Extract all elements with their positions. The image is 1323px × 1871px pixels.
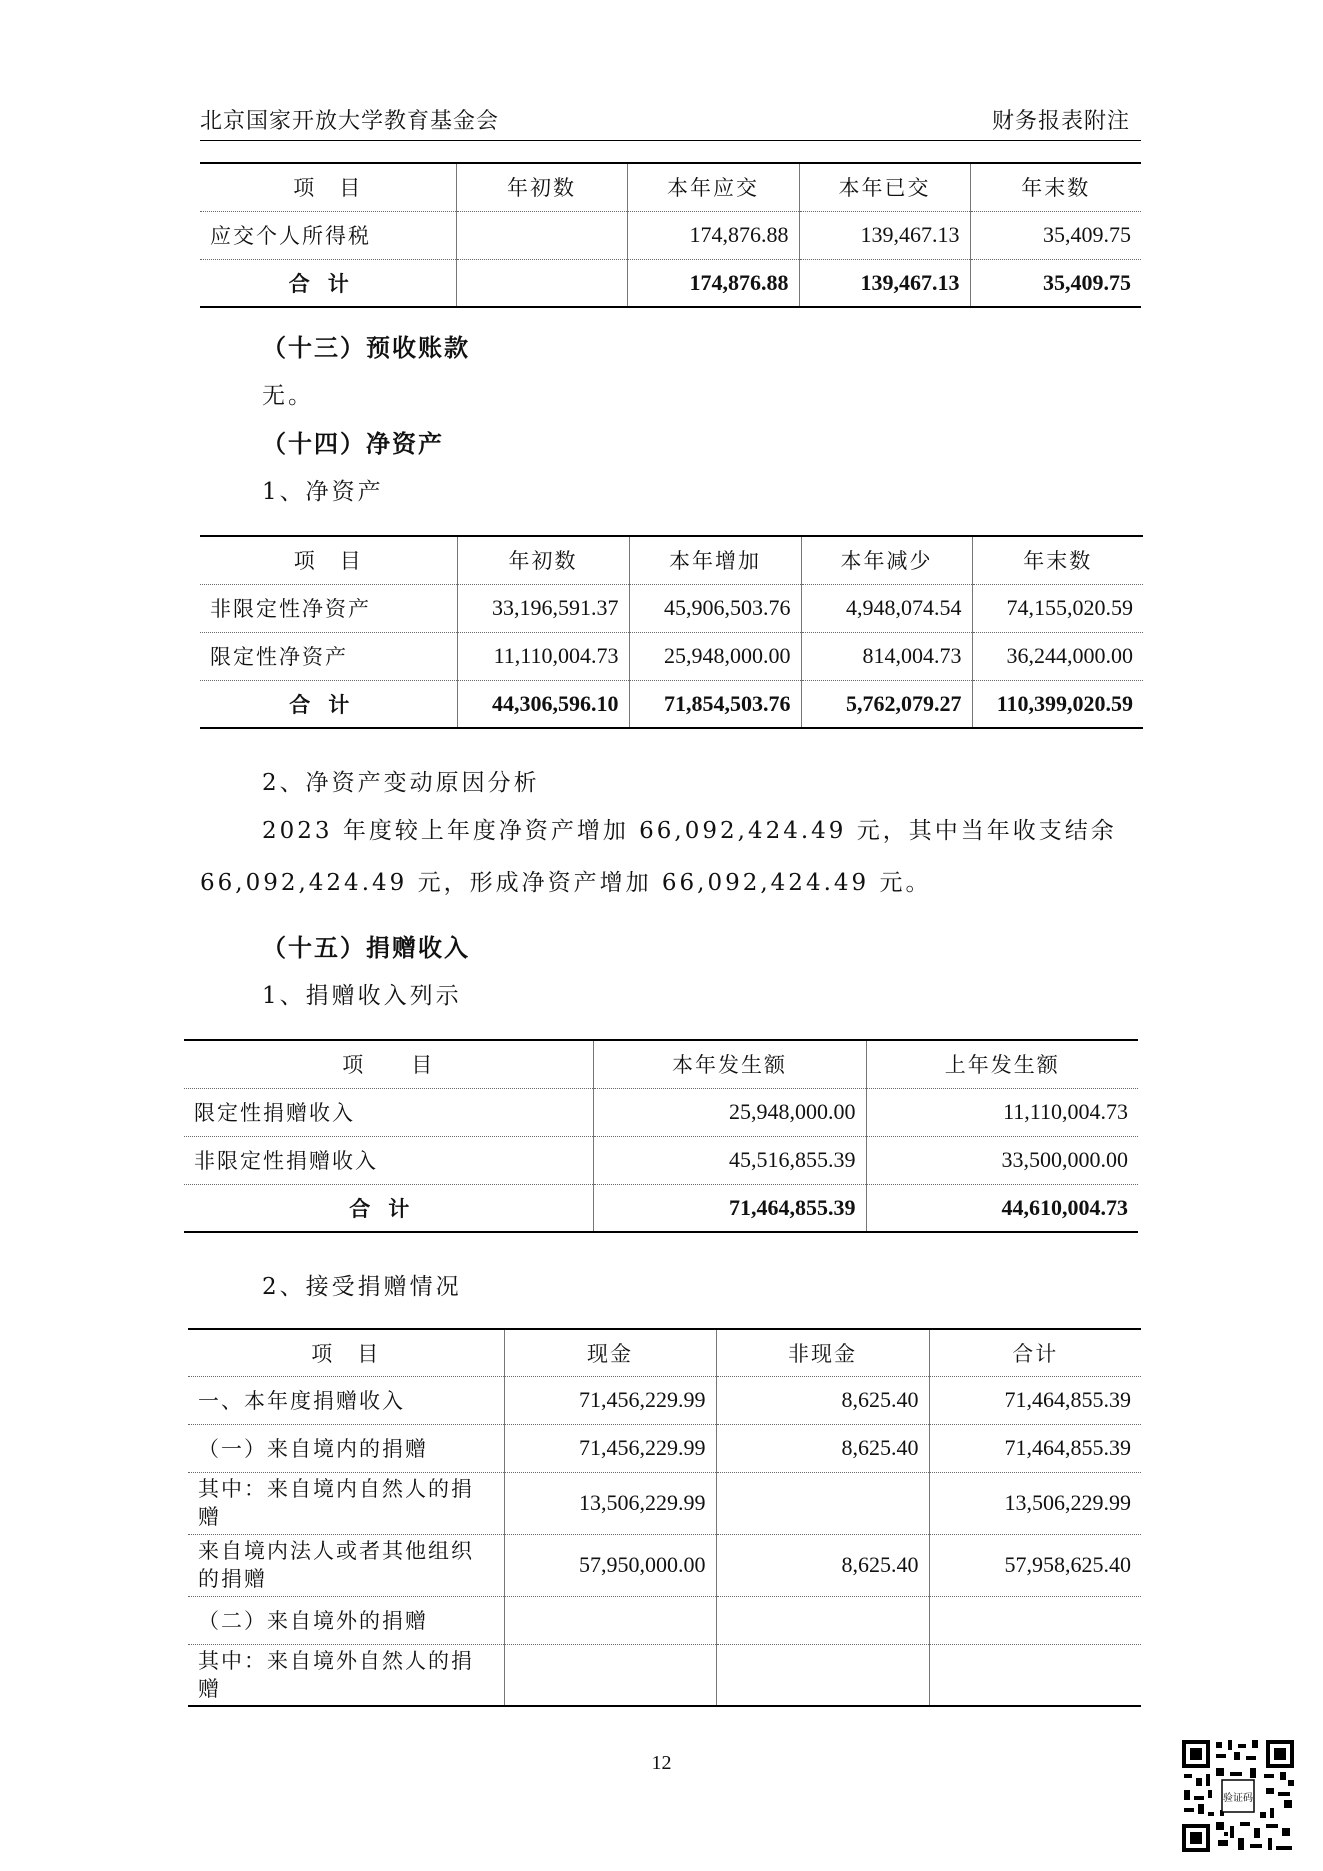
- table-cell: 13,506,229.99: [929, 1472, 1141, 1534]
- table-cell: [504, 1596, 716, 1644]
- row-label: 其中：来自境外自然人的捐赠: [188, 1644, 504, 1706]
- column-header: 上年发生额: [866, 1040, 1138, 1088]
- donation-income-table: [184, 1039, 1138, 1233]
- table-cell: [716, 1472, 929, 1534]
- table-cell: 8,625.40: [716, 1534, 929, 1596]
- table-cell: 4,948,074.54: [801, 584, 972, 632]
- table-cell: 33,500,000.00: [866, 1136, 1138, 1184]
- total-row: [184, 1184, 1138, 1232]
- section-title: 财务报表附注: [991, 109, 1130, 134]
- row-label: （一）来自境内的捐赠: [188, 1424, 504, 1472]
- row-label: 应交个人所得税: [200, 211, 456, 259]
- table-row: [188, 1644, 1141, 1706]
- total-row: [200, 259, 1141, 307]
- row-label: 其中：来自境内自然人的捐赠: [188, 1472, 504, 1534]
- table-row: [188, 1596, 1141, 1644]
- tax-payable-table: [200, 162, 1141, 308]
- table-cell: 25,948,000.00: [593, 1088, 866, 1136]
- column-header: 项 目: [200, 163, 456, 211]
- table-row: [184, 1088, 1138, 1136]
- net-assets-table: [200, 535, 1143, 729]
- table-cell: 139,467.13: [799, 211, 970, 259]
- row-label: （二）来自境外的捐赠: [188, 1596, 504, 1644]
- table-header-row: [184, 1040, 1138, 1088]
- subsection-title: 2、接受捐赠情况: [262, 1274, 462, 1300]
- column-header: 本年发生额: [593, 1040, 866, 1088]
- row-label: 来自境内法人或者其他组织的捐赠: [188, 1534, 504, 1596]
- table-cell: 35,409.75: [970, 211, 1141, 259]
- column-header: 本年增加: [629, 536, 801, 584]
- table-cell: 35,409.75: [970, 259, 1141, 307]
- column-header: 现金: [504, 1329, 716, 1376]
- column-header: 非现金: [716, 1329, 929, 1376]
- table-cell: 71,456,229.99: [504, 1424, 716, 1472]
- table-header-row: [200, 536, 1143, 584]
- table-cell: 44,610,004.73: [866, 1184, 1138, 1232]
- table-cell: 71,464,855.39: [929, 1424, 1141, 1472]
- table-cell: 25,948,000.00: [629, 632, 801, 680]
- table-cell: 5,762,079.27: [801, 680, 972, 728]
- column-header: 本年已交: [799, 163, 970, 211]
- table-cell: 13,506,229.99: [504, 1472, 716, 1534]
- table-cell: 71,854,503.76: [629, 680, 801, 728]
- org-name: 北京国家开放大学教育基金会: [200, 109, 500, 134]
- table-row: [188, 1376, 1141, 1424]
- table-cell: 71,464,855.39: [929, 1376, 1141, 1424]
- table-row: [184, 1136, 1138, 1184]
- table-cell: 74,155,020.59: [972, 584, 1143, 632]
- paragraph-line: 66,092,424.49 元，形成净资产增加 66,092,424.49 元。: [200, 870, 932, 896]
- subsection-title: 1、净资产: [262, 479, 384, 505]
- column-header: 年末数: [970, 163, 1141, 211]
- table-cell: 57,950,000.00: [504, 1534, 716, 1596]
- column-header: 项 目: [184, 1040, 593, 1088]
- table-cell: 8,625.40: [716, 1376, 929, 1424]
- table-cell: 71,456,229.99: [504, 1376, 716, 1424]
- table-cell: [929, 1596, 1141, 1644]
- total-label: 合计: [289, 691, 368, 717]
- section-text: 无。: [262, 383, 314, 409]
- column-header: 本年应交: [627, 163, 799, 211]
- row-label: 限定性净资产: [200, 632, 457, 680]
- table-cell: [716, 1644, 929, 1706]
- column-header: 年末数: [972, 536, 1143, 584]
- column-header: 合计: [929, 1329, 1141, 1376]
- table-cell: [456, 211, 627, 259]
- column-header: 本年减少: [801, 536, 972, 584]
- table-row: [200, 584, 1143, 632]
- table-row: [188, 1472, 1141, 1534]
- column-header: 年初数: [457, 536, 629, 584]
- paragraph-line: 2023 年度较上年度净资产增加 66,092,424.49 元，其中当年收支结余: [262, 818, 1117, 844]
- donation-detail-table: [188, 1328, 1141, 1707]
- column-header: 项 目: [188, 1329, 504, 1376]
- page-number: 12: [651, 1752, 672, 1774]
- total-label: 合计: [349, 1195, 428, 1221]
- table-header-row: [200, 163, 1141, 211]
- section-heading: （十五）捐赠收入: [262, 933, 470, 962]
- table-cell: 139,467.13: [799, 259, 970, 307]
- table-cell: 33,196,591.37: [457, 584, 629, 632]
- table-cell: 45,516,855.39: [593, 1136, 866, 1184]
- table-cell: 11,110,004.73: [866, 1088, 1138, 1136]
- column-header: 项 目: [200, 536, 457, 584]
- row-label: 限定性捐赠收入: [184, 1088, 593, 1136]
- total-row: [200, 680, 1143, 728]
- section-heading: （十四）净资产: [262, 429, 444, 458]
- table-header-row: [188, 1329, 1141, 1376]
- verification-qr-code: [1180, 1738, 1296, 1854]
- table-row: [188, 1534, 1141, 1596]
- table-cell: 11,110,004.73: [457, 632, 629, 680]
- table-cell: [504, 1644, 716, 1706]
- table-row: [200, 211, 1141, 259]
- table-row: [188, 1424, 1141, 1472]
- table-cell: 814,004.73: [801, 632, 972, 680]
- qr-center-label: 验证码: [1223, 1793, 1253, 1804]
- row-label: 非限定性净资产: [200, 584, 457, 632]
- table-cell: 174,876.88: [627, 259, 799, 307]
- table-row: [200, 632, 1143, 680]
- table-cell: 44,306,596.10: [457, 680, 629, 728]
- table-cell: [456, 259, 627, 307]
- header-divider: [200, 140, 1141, 141]
- table-cell: 174,876.88: [627, 211, 799, 259]
- table-cell: [929, 1644, 1141, 1706]
- column-header: 年初数: [456, 163, 627, 211]
- subsection-title: 1、捐赠收入列示: [262, 983, 462, 1009]
- table-cell: 45,906,503.76: [629, 584, 801, 632]
- row-label: 一、本年度捐赠收入: [188, 1376, 504, 1424]
- table-cell: [716, 1596, 929, 1644]
- table-cell: 57,958,625.40: [929, 1534, 1141, 1596]
- row-label: 非限定性捐赠收入: [184, 1136, 593, 1184]
- table-cell: 110,399,020.59: [972, 680, 1143, 728]
- section-heading: （十三）预收账款: [262, 333, 470, 362]
- subsection-title: 2、净资产变动原因分析: [262, 770, 540, 796]
- table-cell: 36,244,000.00: [972, 632, 1143, 680]
- total-label: 合计: [288, 270, 367, 296]
- table-cell: 8,625.40: [716, 1424, 929, 1472]
- table-cell: 71,464,855.39: [593, 1184, 866, 1232]
